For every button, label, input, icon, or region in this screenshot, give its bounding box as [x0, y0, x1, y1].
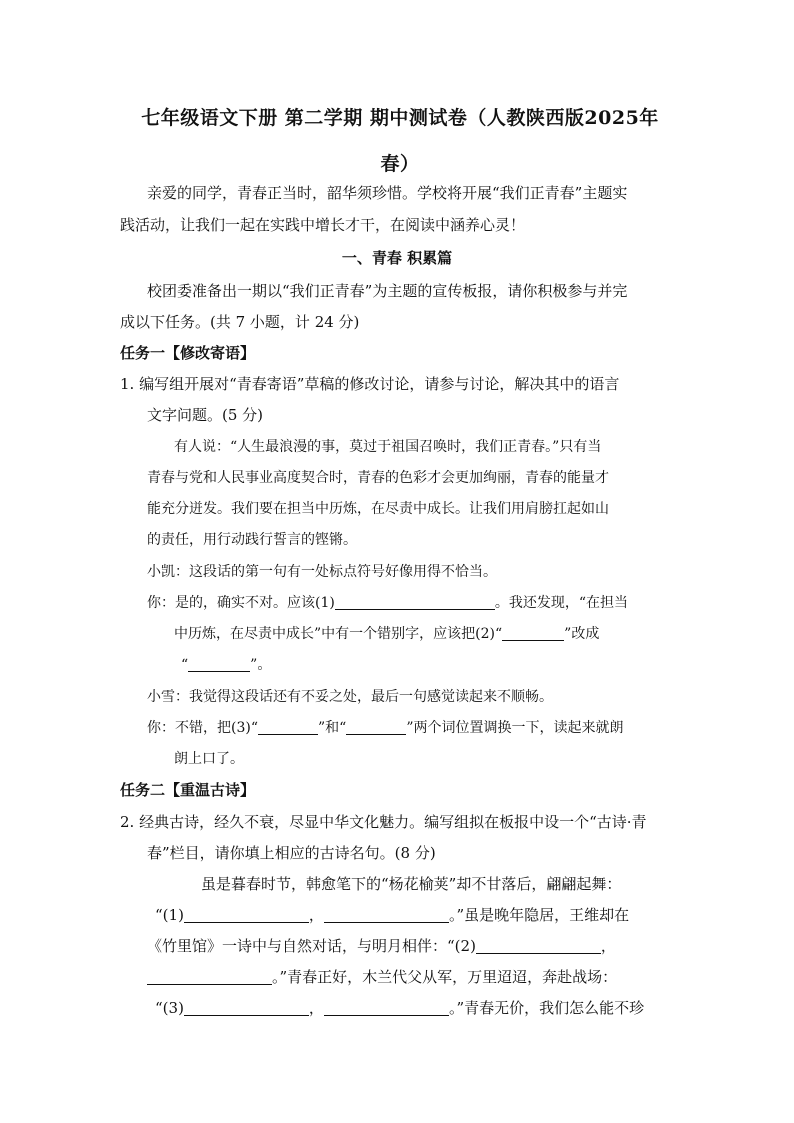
poem-blank-2b[interactable]	[147, 968, 272, 985]
section-1-heading: 一、青春 积累篇	[341, 249, 453, 267]
poem-para-line-3	[147, 936, 616, 956]
question-1-line-2: 文字问题。(5 分)	[147, 406, 264, 424]
poem-para-text-b: ，	[308, 906, 324, 924]
you-reply-2-text-a: 你：不错，把(3)“	[147, 720, 258, 736]
you-reply-2-text-c: ”两个词位置调换一下，读起来就朗	[406, 720, 624, 736]
you-reply-1-line-2	[174, 624, 599, 644]
poem-para-text-e: ，	[600, 937, 616, 955]
section-1-desc-2: 成以下任务。(共 7 小题，计 24 分)	[120, 313, 360, 331]
answer-blank-3b[interactable]	[346, 718, 406, 735]
you-reply-1-text-f: ”。	[250, 657, 272, 673]
xiaokai-line: 小凯：这段话的第一句有一处标点符号好像用得不恰当。	[147, 564, 497, 580]
you-reply-2-text-b: ”和“	[318, 720, 347, 736]
you-reply-1-text-c: 中历炼，在尽责中成长”中有一个错别字，应该把(2)“	[174, 626, 503, 642]
quote-line-1: 有人说：“人生最浪漫的事，莫过于祖国召唤时，我们正青春。”只有当	[174, 439, 602, 455]
poem-para-line-1: 虽是暮春时节，韩愈笔下的“杨花榆荚”却不甘落后，翩翩起舞：	[201, 875, 622, 893]
you-reply-2-line-2: 朗上口了。	[174, 751, 244, 767]
intro-line-2: 践活动，让我们一起在实践中增长才干，在阅读中涵养心灵！	[120, 216, 526, 234]
you-reply-1-text-b: 。我还发现，“在担当	[494, 595, 629, 611]
you-reply-1-line-3	[181, 655, 271, 675]
section-1-desc-1: 校团委准备出一期以“我们正青春”为主题的宣传板报，请你积极参与并完	[147, 282, 628, 300]
poem-para-text-h: ，	[308, 999, 324, 1017]
you-reply-1-text-a: 你：是的，确实不对。应该(1)	[147, 595, 335, 611]
answer-blank-1[interactable]	[335, 593, 495, 610]
poem-para-text-a: “(1)	[155, 906, 184, 924]
poem-para-text-f: 。”青春正好，木兰代父从军，万里迢迢，奔赴战场：	[272, 968, 618, 986]
poem-para-text-d: 《竹里馆》一诗中与自然对话，与明月相伴：“(2)	[147, 937, 476, 955]
xiaoxue-line: 小雪：我觉得这段话还有不妥之处，最后一句感觉读起来不顺畅。	[147, 689, 553, 705]
poem-blank-1a[interactable]	[184, 906, 309, 923]
answer-blank-2a[interactable]	[502, 624, 564, 641]
you-reply-2-line-1	[147, 718, 624, 738]
poem-para-line-4	[147, 967, 617, 987]
poem-para-text-i: 。”青春无价，我们怎么能不珍	[448, 999, 645, 1017]
question-2-line-1: 2. 经典古诗，经久不衰，尽显中华文化魅力。编写组拟在板报中设一个“古诗·青	[120, 813, 647, 831]
poem-para-line-5	[155, 998, 644, 1018]
exam-title	[110, 95, 690, 187]
question-2-line-2: 春”栏目，请你填上相应的古诗名句。(8 分)	[147, 844, 436, 862]
task-1-label: 任务一【修改寄语】	[120, 344, 256, 362]
quote-line-4: 的责任，用行动践行誓言的铿锵。	[147, 532, 357, 548]
you-reply-1-line-1	[147, 593, 628, 613]
poem-blank-3b[interactable]	[324, 999, 449, 1016]
quote-line-3: 能充分迸发。我们要在担当中历炼，在尽责中成长。让我们用肩膀扛起如山	[147, 501, 609, 517]
question-1-line-1: 1. 编写组开展对“青春寄语”草稿的修改讨论，请参与讨论，解决其中的语言	[120, 375, 620, 393]
title-line-2: 春）	[380, 153, 420, 175]
poem-para-text-g: “(3)	[155, 999, 184, 1017]
poem-blank-1b[interactable]	[324, 906, 449, 923]
you-reply-1-text-e: “	[181, 657, 189, 673]
poem-para-text-c: 。”虽是晚年隐居，王维却在	[448, 906, 630, 924]
title-line-1: 七年级语文下册 第二学期 期中测试卷（人教陕西版2025年	[141, 107, 659, 129]
you-reply-1-text-d: ”改成	[564, 626, 600, 642]
answer-blank-2b[interactable]	[188, 655, 250, 672]
intro-line-1: 亲爱的同学，青春正当时，韶华须珍惜。学校将开展“我们正青春”主题实	[147, 184, 628, 202]
poem-para-line-2	[155, 905, 629, 925]
poem-blank-3a[interactable]	[184, 999, 309, 1016]
poem-blank-2a[interactable]	[476, 937, 601, 954]
task-2-label: 任务二【重温古诗】	[120, 781, 256, 799]
quote-line-2: 青春与党和人民事业高度契合时，青春的色彩才会更加绚丽，青春的能量才	[147, 470, 609, 486]
answer-blank-3a[interactable]	[258, 718, 318, 735]
